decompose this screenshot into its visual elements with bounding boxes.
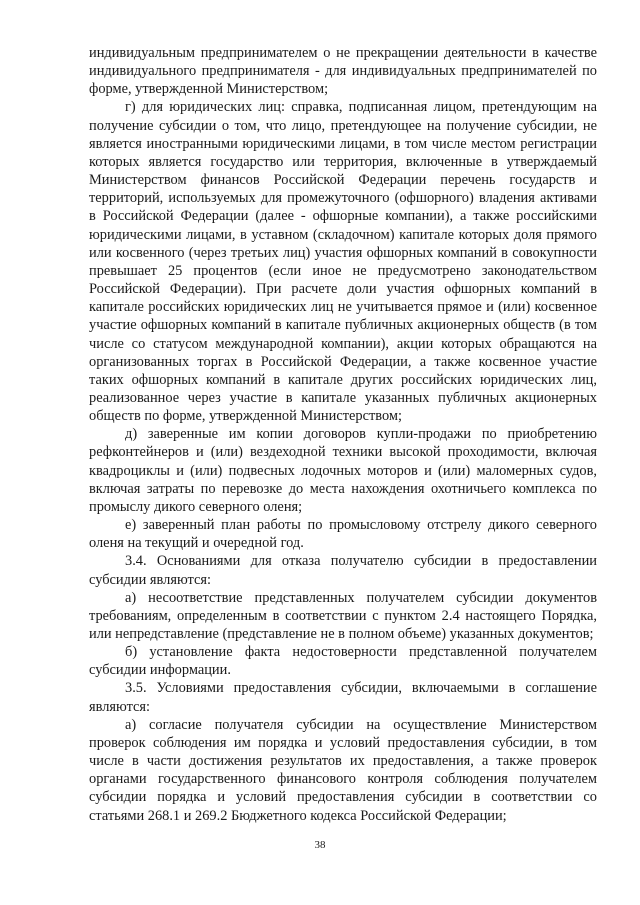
paragraph-3-5: 3.5. Условиями предоставления субсидии, включаемыми в соглашение являются:	[89, 680, 597, 715]
paragraph-item-d: д) заверенные им копии договоров купли-продажи по приобретению рефконтейнеров и (или) вездеходной техники высокой проходимости, включая квадроциклы и (или) подвесных лодочных моторов и (или) маломерных судов, включая затраты по перевозке до места нахождения охотничьего комплекса по промыслу дикого северного оленя;	[89, 426, 597, 515]
paragraph-3-4: 3.4. Основаниями для отказа получателю субсидии в предоставлении субсидии являются:	[89, 553, 597, 588]
paragraph-3-5-a: а) согласие получателя субсидии на осуществление Министерством проверок соблюдения им порядка и условий предоставления субсидии, в том числе в части достижения результатов их предоставления, а также проверок органами государственного финансового контроля соблюдения получателем субсидии порядка и условий предоставления субсидии в соответствии со статьями 268.1 и 269.2 Бюджетного кодекса Российской Федерации;	[89, 716, 597, 824]
paragraph-item-e: е) заверенный план работы по промысловому отстрелу дикого северного оленя на текущий и очередной год.	[89, 517, 597, 552]
paragraph-continuation: индивидуальным предпринимателем о не прекращении деятельности в качестве индивидуального предпринимателя - для индивидуальных предпринимателей по форме, утвержденной Министерством;	[89, 45, 597, 98]
document-body	[89, 44, 597, 825]
paragraph-item-g: г) для юридических лиц: справка, подписанная лицом, претендующим на получение субсидии о том, что лицо, претендующее на получение субсидии, не является иностранными юридическими лицами, в том числе местом регистрации которых является государство или территория, включенные в утверждаемый Министерством финансов Российской Федерации перечень государств и территорий, используемых для промежуточного (офшорного) владения активами в Российской Федерации (далее - офшорные компании), а также российскими юридическими лицами, в уставном (складочном) капитале которых доля прямого или косвенного (через третьих лиц) участия офшорных компаний в совокупности превышает 25 процентов (если иное не предусмотрено законодательством Российской Федерации). При расчете доли участия офшорных компаний в капитале российских юридических лиц не учитывается прямое и (или) косвенное участие офшорных компаний в капитале публичных акционерных обществ (в том числе со статусом международной компании), акции которых обращаются на организованных торгах в Российской Федерации, а также косвенное участие таких офшорных компаний в капитале других российских юридических лиц, реализованное через участие в капитале указанных публичных акционерных обществ по форме, утвержденной Министерством;	[89, 99, 597, 425]
paragraph-3-4-a: а) несоответствие представленных получателем субсидии документов требованиям, определенным в соответствии с пунктом 2.4 настоящего Порядка, или непредставление (представление не в полном объеме) указанных документов;	[89, 589, 597, 642]
page-number: 38	[314, 839, 326, 851]
paragraph-3-4-b: б) установление факта недостоверности представленной получателем субсидии информации.	[89, 644, 597, 679]
